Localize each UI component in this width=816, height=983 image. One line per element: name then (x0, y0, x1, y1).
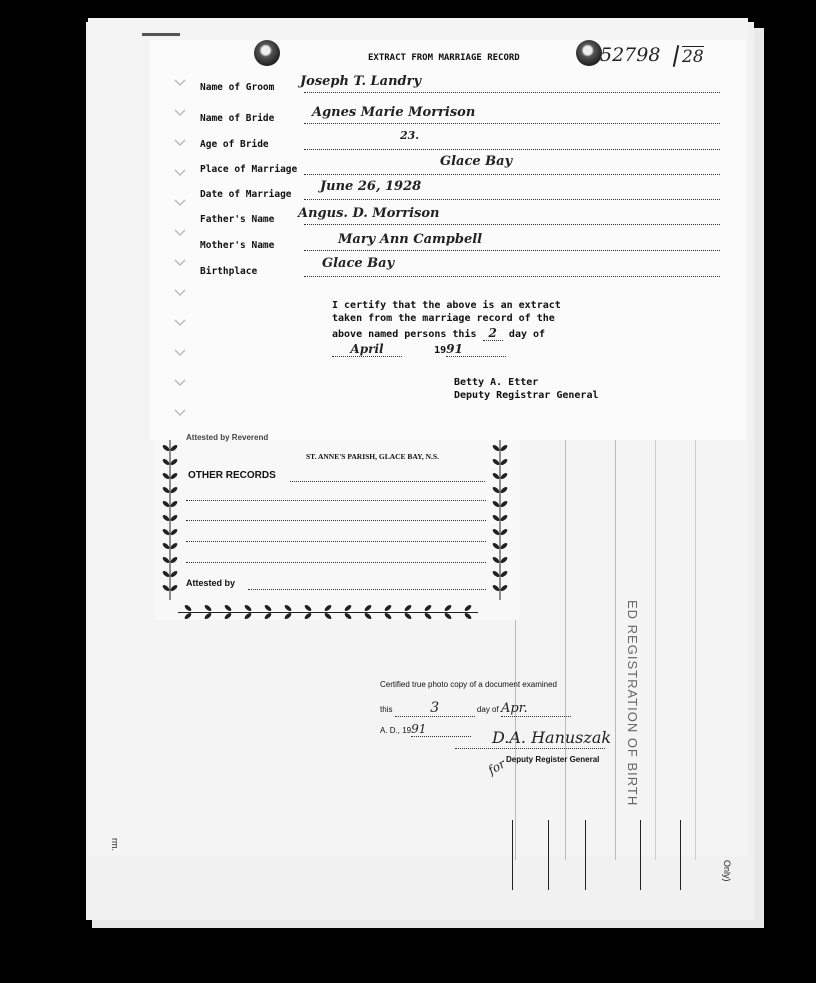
field-label: Birthplace (200, 266, 258, 277)
stamp-for: for (485, 756, 508, 778)
attested-by-label: Attested by (186, 578, 236, 588)
attested-reverend-line: Attested by Reverend (186, 433, 269, 442)
field-value: June 26, 1928 (320, 179, 422, 194)
certify-day: 2 (483, 326, 503, 341)
field-label: Name of Groom (200, 82, 275, 93)
stamp-day-value: 3 (395, 700, 475, 717)
stamp-month-value: Apr. (501, 701, 571, 717)
table-divider (512, 820, 513, 890)
field-bride (200, 105, 720, 127)
certified-stamp-line-3 (380, 722, 471, 737)
punch-hole-right (576, 40, 602, 66)
side-only-text: Only) (722, 860, 732, 882)
certify-line-3 (332, 326, 545, 340)
field-mothers-name (200, 232, 720, 254)
extract-title: EXTRACT FROM MARRIAGE RECORD (368, 53, 520, 63)
table-divider (585, 820, 586, 890)
signer-name: Betty A. Etter (454, 377, 539, 388)
stamp-title: Deputy Register General (506, 755, 600, 764)
certify-line-1: I certify that the above is an extract (332, 300, 561, 311)
signer-title: Deputy Registrar General (454, 390, 599, 401)
certify-line-4 (332, 342, 506, 357)
punch-hole-left (254, 40, 280, 66)
field-place-of-marriage (200, 154, 720, 178)
field-label: Place of Marriage (200, 164, 298, 175)
record-number: 52798 (600, 44, 661, 66)
side-registration-text: ED REGISTRATION OF BIRTH (625, 600, 640, 807)
field-label: Father's Name (200, 214, 275, 225)
field-label: Date of Marriage (200, 189, 292, 200)
field-fathers-name (200, 206, 720, 228)
field-value: Agnes Marie Morrison (312, 105, 476, 120)
parish-name: ST. ANNE'S PARISH, GLACE BAY, N.S. (306, 452, 439, 461)
field-value: Joseph T. Landry (300, 74, 422, 89)
field-age-of-bride (200, 129, 720, 153)
field-value: 23. (400, 129, 420, 142)
certify-month: April (332, 342, 402, 357)
certified-stamp-line-2 (380, 700, 571, 717)
record-suffix: 28 (682, 47, 704, 67)
certify-year-suffix: 91 (446, 342, 506, 357)
certify-year-prefix: 19 (434, 345, 447, 356)
certificate-faded-border (170, 70, 190, 440)
side-rm-text: rm. (110, 838, 120, 851)
field-value: Mary Ann Campbell (338, 232, 483, 247)
laurel-border (158, 440, 518, 625)
certify-day-of: day of (508, 329, 546, 340)
field-value: Glace Bay (322, 256, 395, 271)
field-value: Angus. D. Morrison (298, 206, 440, 221)
field-label: Name of Bride (200, 113, 275, 124)
field-label: Mother's Name (200, 240, 275, 251)
certified-stamp-line-1: Certified true photo copy of a document examined (380, 680, 557, 689)
certify-line-2: taken from the marriage record of the (332, 313, 555, 324)
table-divider (680, 820, 681, 890)
signature-line (455, 748, 605, 749)
field-label: Age of Bride (200, 139, 269, 150)
table-divider (640, 820, 641, 890)
scan-edge-mark (142, 33, 180, 36)
field-birthplace (200, 256, 720, 280)
table-divider (548, 820, 549, 890)
field-date-of-marriage (200, 179, 720, 203)
certify-line-3-text: above named persons this (332, 329, 477, 340)
stamp-year-value: 91 (411, 722, 471, 737)
stamp-signature: D.A. Hanuszak (492, 728, 612, 747)
stamp-ad: A. D., 19 (380, 726, 412, 735)
field-value: Glace Bay (440, 154, 513, 169)
field-groom (200, 74, 720, 96)
stamp-day-of: day of (476, 705, 499, 714)
stamp-this: this (380, 705, 393, 714)
other-records-label: OTHER RECORDS (188, 470, 276, 481)
